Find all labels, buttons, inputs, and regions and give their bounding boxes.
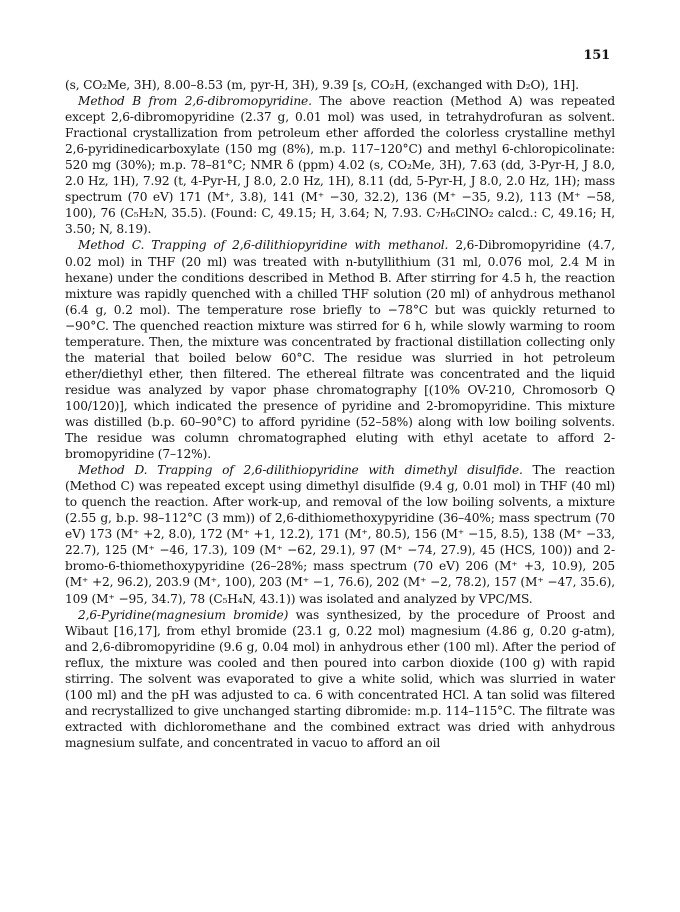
paragraph-method-d (65, 462, 615, 606)
body-text (65, 77, 615, 751)
paragraph-text: was synthesized, by the procedure of Proost and Wibaut [16,17], from ethyl bromide (23.1 g, 0.22 mol) magnesium (4.86 g, 0.20 g-atm), and 2,6-dibromopyridine (9.6 g, 0.04 mol) in anhydrous ether (100 ml). After the period of reflux, the mixture was cooled and then poured into carbon dioxide (100 g) with rapid stirring. The solvent was evaporated to give a white solid, which was slurried in water (100 ml) and the pH was adjusted to ca. 6 with concentrated HCl. A tan solid was filtered and recrystallized to give unchanged starting dibromide: m.p. 114–115°C. The filtrate was extracted with dichloromethane and the combined extract was dried with anhydrous magnesium sulfate, and concentrated in vacuo to afford an oil (65, 607, 615, 750)
paragraph-method-b (65, 93, 615, 237)
page-number: 151 (583, 48, 610, 63)
paragraph-heading: Method B from 2,6-dibromopyridine. (78, 94, 312, 109)
paragraph-grignard (65, 607, 615, 751)
paragraph-method-c (65, 237, 615, 462)
paragraph-heading: Method C. Trapping of 2,6-dilithiopyridine with methanol. (78, 238, 449, 253)
paragraph-text: (s, CO₂Me, 3H), 8.00–8.53 (m, pyr-H, 3H), 9.39 [s, CO₂H, (exchanged with D₂O), 1H]. (65, 78, 579, 92)
paragraph-text: 2,6-Dibromopyridine (4.7, 0.02 mol) in THF (20 ml) was treated with n-butyllithium (31 ml, 0.076 mol, 2.4 M in hexane) under the conditions described in Method B. After stirring for 4.5 h, the reaction mixture was rapidly quenched with a chilled THF solution (20 ml) of anhydrous methanol (6.4 g, 0.2 mol). The temperature rose briefly to −78°C but was quickly returned to −90°C. The quenched reaction mixture was stirred for 6 h, while slowly warming to room temperature. Then, the mixture was concentrated by fractional distillation collecting only the material that boiled below 60°C. The residue was slurried in hot petroleum ether/diethyl ether, then filtered. The ethereal filtrate was concentrated and the liquid residue was analyzed by vapor phase chromatography [(10% OV-210, Chromosorb Q 100/120)], which indicated the presence of pyridine and 2-bromopyridine. This mixture was distilled (b.p. 60–90°C) to afford pyridine (52–58%) along with low boiling solvents. The residue was column chromatographed eluting with ethyl acetate to afford 2-bromopyridine (7–12%). (65, 238, 615, 462)
paragraph-nmr-continuation (65, 77, 615, 93)
paragraph-text: The reaction (Method C) was repeated except using dimethyl disulfide (9.4 g, 0.01 mol) in THF (40 ml) to quench the reaction. After work-up, and removal of the low boiling solvents, a mixture (2.55 g, b.p. 98–112°C (3 mm)) of 2,6-dithiomethoxypyridine (36–40%; mass spectrum (70 eV) 173 (M⁺ +2, 8.0), 172 (M⁺ +1, 12.2), 171 (M⁺, 80.5), 156 (M⁺ −15, 8.5), 138 (M⁺ −33, 22.7), 125 (M⁺ −46, 17.3), 109 (M⁺ −62, 29.1), 97 (M⁺ −74, 27.9), 45 (HCS, 100)) and 2-bromo-6-thiomethoxypyridine (26–28%; mass spectrum (70 eV) 206 (M⁺ +3, 10.9), 205 (M⁺ +2, 96.2), 203.9 (M⁺, 100), 203 (M⁺ −1, 76.6), 202 (M⁺ −2, 78.2), 157 (M⁺ −47, 35.6), 109 (M⁺ −95, 34.7), 78 (C₅H₄N, 43.1)) was isolated and analyzed by VPC/MS. (65, 463, 615, 606)
paragraph-heading: 2,6-Pyridine(magnesium bromide) (78, 607, 289, 622)
paragraph-heading: Method D. Trapping of 2,6-dilithiopyridine with dimethyl disulfide. (78, 463, 523, 478)
paragraph-text: The above reaction (Method A) was repeated except 2,6-dibromopyridine (2.37 g, 0.01 mol) was used, in tetrahydrofuran as solvent. Fractional crystallization from petroleum ether afforded the colorless crystalline methyl 2,6-pyridinedicarboxylate (150 mg (8%), m.p. 117–120°C) and methyl 6-chloropicolinate: 520 mg (30%); m.p. 78–81°C; NMR δ (ppm) 4.02 (s, CO₂Me, 3H), 7.63 (dd, 3-Pyr-H, J 8.0, 2.0 Hz, 1H), 7.92 (t, 4-Pyr-H, J 8.0, 2.0 Hz, 1H), 8.11 (dd, 5-Pyr-H, J 8.0, 2.0 Hz, 1H); mass spectrum (70 eV) 171 (M⁺, 3.8), 141 (M⁺ −30, 32.2), 136 (M⁺ −35, 9.2), 113 (M⁺ −58, 100), 76 (C₅H₂N, 35.5). (Found: C, 49.15; H, 3.64; N, 7.93. C₇H₆ClNO₂ calcd.: C, 49.16; H, 3.50; N, 8.19). (65, 94, 615, 237)
